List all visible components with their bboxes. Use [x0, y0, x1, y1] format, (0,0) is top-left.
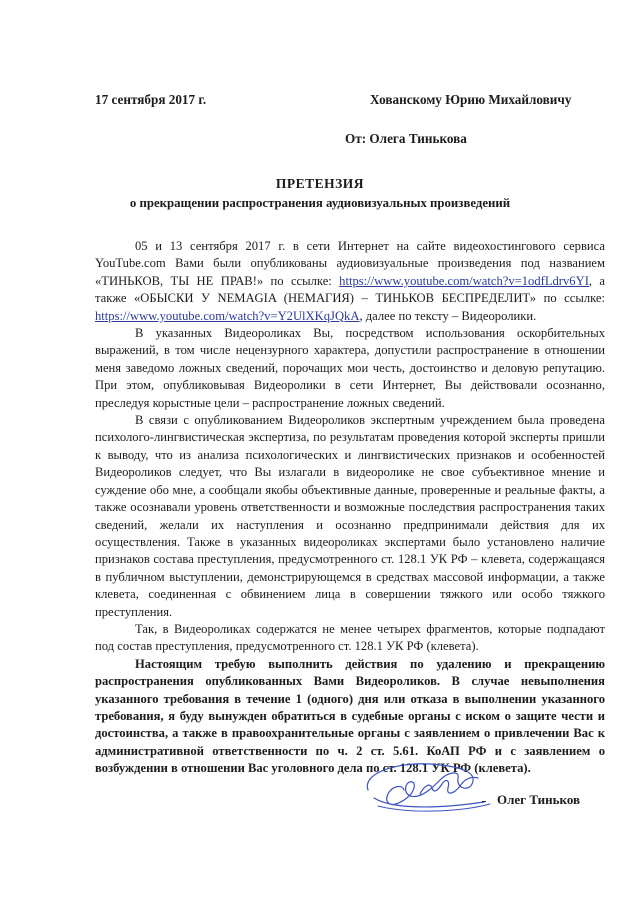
document-title: ПРЕТЕНЗИЯ — [275, 176, 365, 191]
paragraph-intro — [95, 238, 605, 325]
document-body — [95, 238, 605, 778]
paragraph-fragments: Так, в Видеороликах содержатся не менее четырех фрагментов, которые подпадают под состав преступления, предусмотренного ст. 128.1 УК РФ (клевета). — [95, 621, 605, 654]
document-date: 17 сентября 2017 г. — [95, 92, 207, 107]
signature-line — [482, 801, 486, 802]
paragraph-demand: Настоящим требую выполнить действия по удалению и прекращению распространения опубликованных Вами Видеороликов. В случае невыполнения указанного требования в течение 1 (одного) дня или отказа в выполнении указанного требования, я буду вынужден обратиться в судебные органы с иском о защите чести и достоинства, а также в правоохранительные органы с заявлением о привлечении Вас к административной ответственности по ч. 2 ст. 5.61. КоАП РФ и с заявлением о возбуждении в отношении Вас уголовного дела по ст. 128.1 УК РФ (клевета). — [95, 656, 605, 776]
paragraph-expertise: В связи с опубликованием Видеороликов экспертным учреждением была проведена психолого-лингвистическая экспертиза, по результатам проведения которой эксперты пришли к выводу, что из анализа психологических и лингвистических признаков и особенностей Видеороликов следует, что Вы излагали в видеоролике не свое субъективное мнение и суждение обо мне, а сообщали якобы объективные данные, проверенные и реальные факты, а также осознавали уровень ответственности и возможные последствия распространения таких сведений, желали их наступления и осознанно предпринимали действия для их осуществления. Также в указанных видеороликах экспертами было установлено наличие признаков состава преступления, предусмотренного ст. 128.1 УК РФ – клевета, содержащаяся в публичном выступлении, демонстрирующемся в средствах массовой информации, а также клевета, соединенная с обвинением лица в совершении тяжкого или особо тяжкого преступления. — [95, 413, 605, 619]
video-link-2[interactable]: https://www.youtube.com/watch?v=Y2UlXKqJQkA — [95, 308, 360, 323]
signer-name: Олег Тиньков — [497, 792, 581, 807]
paragraph-claims: В указанных Видеороликах Вы, посредством использования оскорбительных выражений, в том числе нецензурного характера, допустили распространение в отношении меня заведомо ложных сведений, порочащих мои честь, достоинство и деловую репутацию. При этом, опубликовывая Видеоролики в сети Интернет, Вы действовали осознанно, преследуя корыстные цели – распространение ложных сведений. — [95, 326, 605, 410]
handwritten-signature — [360, 758, 500, 818]
video-link-1[interactable]: https://www.youtube.com/watch?v=1odfLdrv6YI — [339, 273, 589, 288]
paragraph-intro-text-a: 05 и 13 сентября 2017 г. в сети Интернет на сайте видеохостингового сервиса YouTube.com Вами были опубликованы аудиовизуальные произведения под названием «ТИНЬКОВ, ТЫ НЕ ПРАВ!» по ссылке: — [95, 239, 605, 288]
paragraph-intro-text-c: , далее по тексту – Видеоролики. — [359, 308, 537, 323]
paragraph-intro-text-b: , а также «ОБЫСКИ У NEMAGIA (НЕМАГИЯ) – ТИНЬКОВ БЕСПРЕДЕЛИТ» по ссылке: — [95, 273, 606, 306]
document-subtitle: о прекращении распространения аудиовизуальных произведений — [129, 196, 511, 210]
addressee: Хованскому Юрию Михайловичу — [370, 92, 572, 107]
signature-stroke — [367, 764, 484, 807]
sender-line: От: Олега Тинькова — [345, 131, 467, 146]
